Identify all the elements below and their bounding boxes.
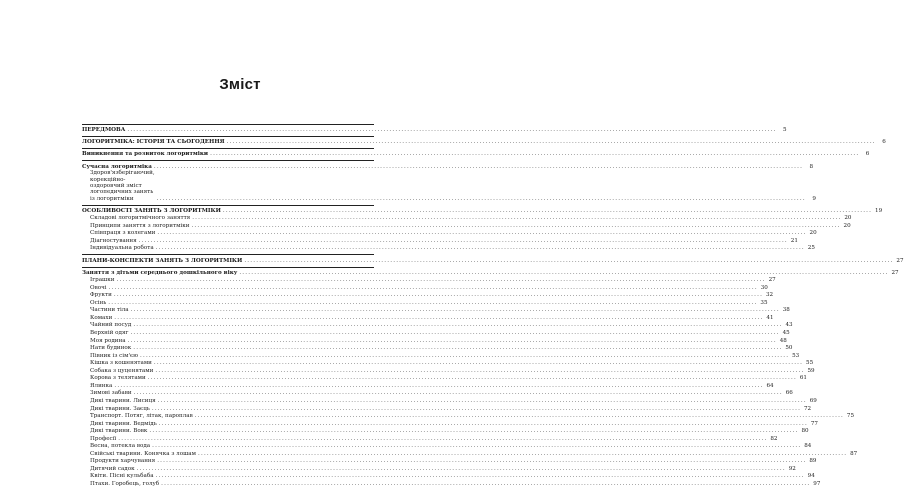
toc-entry-title: Продукти харчування <box>90 458 156 465</box>
toc-leader-dots <box>195 414 844 420</box>
toc-entry[interactable] <box>82 427 809 435</box>
toc-page-number: 55 <box>806 360 814 367</box>
toc-page-number: 6 <box>882 139 886 146</box>
toc-entry-title: Верхній одяг <box>90 330 129 337</box>
toc-entry-title: Транспорт. Потяг, літак, пароплав <box>90 413 193 420</box>
toc-entry[interactable] <box>82 150 870 158</box>
toc-page-number: 72 <box>803 405 812 412</box>
toc-leader-dots <box>128 339 777 345</box>
toc-entry-title: Свійські тварини. Конячка з лошам <box>90 450 196 457</box>
toc-leader-dots <box>239 271 888 277</box>
toc-leader-dots <box>157 231 806 237</box>
toc-entry-title: Дикі тварини. Лисиця <box>90 397 156 404</box>
toc-page-number: 38 <box>782 307 790 314</box>
toc-leader-dots <box>154 361 803 367</box>
toc-page-number: 35 <box>760 299 768 306</box>
toc-page-number: 20 <box>809 230 817 237</box>
toc-section <box>82 148 870 158</box>
toc-entry-title: Моя родина <box>90 337 126 344</box>
toc-leader-dots <box>127 128 776 134</box>
toc-leader-dots <box>152 407 801 413</box>
toc-entry-title: Індивідуальна робота <box>90 245 154 252</box>
toc-entry[interactable] <box>82 389 793 397</box>
toc-leader-dots <box>109 286 758 292</box>
toc-page-number: 66 <box>785 390 793 397</box>
toc-leader-dots <box>133 323 782 329</box>
toc-entry-title: Собака з цуценятами <box>90 367 154 374</box>
toc-page-number: 84 <box>804 443 812 450</box>
toc-entry[interactable] <box>82 374 807 382</box>
toc-entry[interactable] <box>82 207 883 215</box>
toc-entry[interactable] <box>82 322 793 330</box>
toc-entry-title: ЛОГОРИТМІКА: ІСТОРІЯ ТА СЬОГОДЕННЯ <box>82 139 225 146</box>
toc-section <box>82 254 904 264</box>
toc-leader-dots <box>223 209 872 215</box>
toc-page-number: 94 <box>807 473 815 480</box>
toc-leader-dots <box>108 301 757 307</box>
toc-entry-title: Дикі тварини. Заєць <box>90 405 150 412</box>
toc-page-number: 27 <box>896 257 904 264</box>
toc-entry-title: Дикі тварини. Ведмідь <box>90 420 157 427</box>
toc-entry-title: Частини тіла <box>90 307 129 314</box>
toc-entry[interactable] <box>82 412 855 420</box>
toc-page-number: 41 <box>766 314 774 321</box>
toc-page-number: 53 <box>792 352 800 359</box>
toc-leader-dots <box>137 467 786 473</box>
toc-leader-dots <box>140 354 789 360</box>
toc-entry-title: Птахи. Горобець, голуб <box>90 480 160 487</box>
toc-entry-title: Заняття з дітьми середнього дошкільного віку <box>82 269 238 276</box>
toc-entry-title: Професії <box>90 435 117 442</box>
toc-entry[interactable] <box>82 450 858 458</box>
toc-leader-dots <box>114 293 763 299</box>
toc-entry-title: ПЛАНИ-КОНСПЕКТИ ЗАНЯТЬ З ЛОГОРИТМІКИ <box>82 257 243 264</box>
toc-leader-dots <box>158 399 807 405</box>
toc-entry[interactable] <box>82 244 815 252</box>
toc-entry[interactable] <box>82 465 796 473</box>
toc-entry-title: Нати будинок <box>90 345 132 352</box>
toc-leader-dots <box>152 444 801 450</box>
toc-page-number: 9 <box>812 195 816 202</box>
toc-leader-dots <box>133 346 782 352</box>
toc-entry-title: Фрукти <box>90 292 112 299</box>
toc-entry[interactable] <box>82 257 904 265</box>
toc-page-number: 89 <box>809 458 817 465</box>
toc-entry-title: Кішка з кошенятами <box>90 360 152 367</box>
toc-entry[interactable] <box>82 170 816 202</box>
toc-entry[interactable] <box>82 367 815 375</box>
toc-entry-title: Сучасна логоритміка <box>82 163 152 170</box>
toc-entry[interactable] <box>82 276 776 284</box>
toc-entry[interactable] <box>82 420 818 428</box>
toc-leader-dots <box>192 216 841 222</box>
toc-entry[interactable] <box>82 214 852 222</box>
toc-page-number: 45 <box>782 330 790 337</box>
toc-entry[interactable] <box>82 306 790 314</box>
toc-page-number: 59 <box>807 367 815 374</box>
toc-section <box>82 136 886 146</box>
toc-page-number: 82 <box>770 435 778 442</box>
toc-page-number: 50 <box>785 345 793 352</box>
toc-page-number: 19 <box>875 207 883 214</box>
toc-page-number: 64 <box>766 382 774 389</box>
toc-entry[interactable] <box>82 269 899 277</box>
toc-entry-title: Складові логоритмічного заняття <box>90 215 191 222</box>
toc-page-number: 6 <box>865 151 870 158</box>
toc-entry[interactable] <box>82 442 812 450</box>
toc-entry[interactable] <box>82 284 768 292</box>
toc-page-number: 32 <box>765 292 774 299</box>
toc-page-number: 75 <box>846 413 855 420</box>
toc-leader-dots <box>130 331 779 337</box>
toc-page-number: 30 <box>760 284 768 291</box>
toc-entry[interactable] <box>82 344 793 352</box>
toc-leader-dots <box>114 384 763 390</box>
toc-page-number: 97 <box>813 480 821 487</box>
toc-entry-title: Овочі <box>90 284 107 291</box>
toc-entry[interactable] <box>82 397 817 405</box>
toc-page-number: 27 <box>891 269 899 276</box>
toc-entry[interactable] <box>82 314 774 322</box>
toc-entry[interactable] <box>82 405 812 413</box>
toc-leader-dots <box>227 140 876 146</box>
toc-page-number: 80 <box>801 428 809 435</box>
toc-entry[interactable] <box>82 337 787 345</box>
toc-entry[interactable] <box>82 352 800 360</box>
toc-page-number: 25 <box>807 245 815 252</box>
toc-entry[interactable] <box>82 138 886 146</box>
toc-leader-dots <box>139 239 788 245</box>
toc-page-number: 48 <box>779 337 787 344</box>
toc-leader-dots <box>198 452 847 458</box>
toc-entry[interactable] <box>82 457 817 465</box>
toc-leader-dots <box>161 482 810 488</box>
toc-leader-dots <box>159 422 808 428</box>
toc-entry[interactable] <box>82 222 851 230</box>
toc-page-number: 5 <box>783 127 787 134</box>
toc-leader-dots <box>118 437 767 443</box>
toc-entry[interactable] <box>82 299 768 307</box>
toc-entry-title: Півник із сім'єю <box>90 352 138 359</box>
toc-leader-dots <box>114 316 763 322</box>
toc-entry-title: Дикі тварини. Вовк <box>90 428 148 435</box>
toc-page-number: 20 <box>844 215 852 222</box>
toc-entry[interactable] <box>82 237 798 245</box>
toc-page-number: 43 <box>785 322 793 329</box>
toc-entry-title: Виникнення та розвиток логоритміки <box>82 151 209 158</box>
page-title: Зміст <box>219 76 261 93</box>
toc-page-number: 20 <box>843 222 851 229</box>
toc-entry-title: Діагностування <box>90 237 137 244</box>
toc-entry-title: Комахи <box>90 314 113 321</box>
toc-entry-title: Принципи заняття з логоритміки <box>90 222 190 229</box>
toc-entry[interactable] <box>82 329 790 337</box>
toc-entry[interactable] <box>82 229 817 237</box>
toc-entry-title: Співпраця з колегами <box>90 230 156 237</box>
toc-entry[interactable] <box>82 435 778 443</box>
toc-entry-title: ПЕРЕДМОВА <box>82 127 126 134</box>
toc-page-number: 61 <box>799 375 807 382</box>
toc-leader-dots <box>244 259 893 265</box>
toc-section <box>82 124 787 134</box>
toc-page-number: 21 <box>790 237 798 244</box>
toc-entry-title: Осінь <box>90 299 107 306</box>
toc-page-number: 87 <box>850 450 858 457</box>
toc-leader-dots <box>155 369 804 375</box>
toc-page-number: 92 <box>788 465 796 472</box>
toc-entry[interactable] <box>82 359 814 367</box>
toc-leader-dots <box>157 197 806 203</box>
toc-section <box>82 160 816 202</box>
toc-entry[interactable] <box>82 480 821 488</box>
table-of-contents <box>82 124 904 488</box>
toc-entry[interactable] <box>82 472 815 480</box>
toc-entry-title: Чайний посуд <box>90 322 132 329</box>
toc-leader-dots <box>191 224 840 230</box>
toc-section <box>82 267 899 488</box>
toc-leader-dots <box>156 246 805 252</box>
toc-leader-dots <box>210 152 859 158</box>
toc-leader-dots <box>157 459 806 465</box>
toc-leader-dots <box>149 429 798 435</box>
toc-entry-title: Ялинка <box>90 382 113 389</box>
toc-entry-title: Дитячий садок <box>90 465 135 472</box>
toc-entry[interactable] <box>82 163 814 171</box>
toc-entry-title: Іграшки <box>90 277 115 284</box>
toc-leader-dots <box>154 165 803 171</box>
toc-entry[interactable] <box>82 126 787 134</box>
toc-entry-title: Корова з телятами <box>90 375 146 382</box>
toc-entry[interactable] <box>82 291 774 299</box>
toc-entry-title: Квіти. Пісні кульбаба <box>90 473 154 480</box>
toc-page-number: 27 <box>768 277 776 284</box>
toc-entry-title: Здоров'язберігаючий, корекційно-оздоровчий зміст логопедичних занять із логоритміки <box>90 170 155 202</box>
toc-leader-dots <box>148 376 797 382</box>
toc-page-number: 77 <box>810 420 818 427</box>
toc-leader-dots <box>131 308 780 314</box>
toc-leader-dots <box>156 474 805 480</box>
toc-page-number: 8 <box>809 163 814 170</box>
toc-section <box>82 205 883 252</box>
toc-page-number: 69 <box>809 397 817 404</box>
toc-entry[interactable] <box>82 382 774 390</box>
toc-leader-dots <box>116 278 765 284</box>
toc-entry-title: Зимові забави <box>90 390 132 397</box>
toc-leader-dots <box>134 391 783 397</box>
toc-entry-title: ОСОБЛИВОСТІ ЗАНЯТЬ З ЛОГОРИТМІКИ <box>82 207 221 214</box>
toc-entry-title: Весна, потекла вода <box>90 443 151 450</box>
